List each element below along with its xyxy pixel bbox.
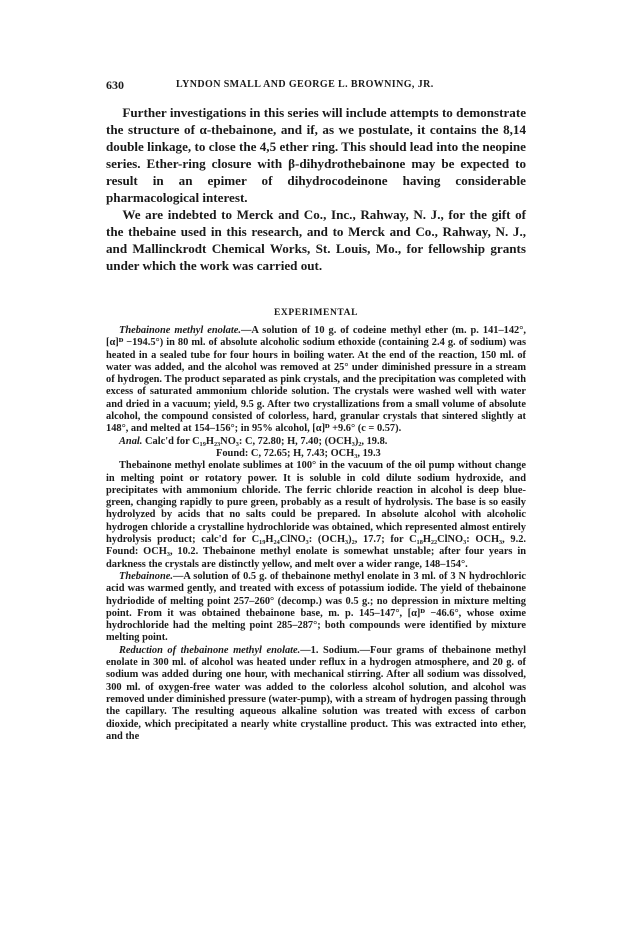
- paragraph-thebainone: [106, 571, 526, 645]
- paragraph-body: —A solution of 0.5 g. of thebainone methyl enolate in 3 ml. of 3 N hydrochloric acid was warmed gently, and treated with excess of potassium iodide. The yield of thebainone hydriodide of melting point 257–260° (decomp.) was 0.5 g.; no depression in mixture melting point. From it was obtained thebainone base, m. p. 145–147°, [α]ᴰ −46.6°, whose oxime hydrochloride had the melting point 285–287°; both compounds were identified by mixture melting point.: [106, 570, 526, 644]
- intro-paragraph-1: Further investigations in this series will include attempts to demonstrate the structure of α-thebainone, and if, as we postulate, it contains the 8,14 double linkage, to close the 4,5 ether ring. This should lead into the neopine series. Ether-ring closure with β-dihydrothebainone may be expected to result in an epimer of dihydrocodeinone having considerable pharmacological interest.: [106, 105, 526, 205]
- intro-paragraph-2: We are indebted to Merck and Co., Inc., Rahway, N. J., for the gift of the thebaine used in this research, and to Merck and Co., Rahway, N. J., and Mallinckrodt Chemical Works, St. Louis, Mo., for fellowship grants under which the work was carried out.: [106, 207, 526, 273]
- paragraph-enolate-properties: Thebainone methyl enolate sublimes at 100° in the vacuum of the oil pump without change in melting point or rotatory power. It is soluble in cold dilute sodium hydroxide, and precipitates with ammonium chloride. The ferric chloride reaction in alcohol is deep blue-green, changing rapidly to pure green, probably as a result of hydrolysis. The base is so easily hydrolyzed by acids that no salts could be prepared. In absolute alcohol with alcoholic hydrogen chloride a crystalline hydrochloride was obtained, which represented almost entirely hydrolysis product; calc'd for C₁₉H₂₄ClNO₃: (OCH₃)₂, 17.7; for C₁₈H₂₂ClNO₃: OCH₃, 9.2. Found: OCH₃, 10.2. Thebainone methyl enolate is somewhat unstable; after four years in darkness the crystals are distinctly yellow, and melt over a wider range, 148–154°.: [106, 460, 526, 570]
- paragraph-title: Thebainone.: [119, 570, 173, 582]
- analysis-values: Calc'd for C₁₉H₂₃NO₃: C, 72.80; H, 7.40; (OCH₃)₂, 19.8.: [145, 435, 388, 447]
- paragraph-title: Reduction of thebainone methyl enolate.: [119, 644, 301, 656]
- paragraph-body: —A solution of 10 g. of codeine methyl ether (m. p. 141–142°, [α]ᴰ −194.5°) in 80 ml. of absolute alcoholic sodium ethoxide (containing 2.4 g. of sodium) was heated in a sealed tube for four hours in boiling water. At the end of the reaction, 150 ml. of water was added, and the alcohol was removed at 25° under diminished pressure in a stream of hydrogen. The product separated as pink crystals, and the precipitation was completed with excess of saturated ammonium chloride solution. The crystals were washed well with water and dried in a vacuum; yield, 9.5 g. After two crystallizations from a small volume of absolute alcohol, the compound consisted of colorless, hard, granular crystals that sintered slightly at 148°, and melted at 154–156°; in 95% alcohol, [α]ᴰ +9.6° (c = 0.57).: [106, 325, 527, 435]
- experimental-section: [106, 325, 526, 743]
- paragraph-title: Thebainone methyl enolate.: [119, 325, 241, 336]
- running-title: LYNDON SMALL AND GEORGE L. BROWNING, JR.: [176, 79, 434, 90]
- found-line: Found: C, 72.65; H, 7.43; OCH₃, 19.3: [216, 447, 381, 459]
- section-heading: EXPERIMENTAL: [273, 308, 359, 318]
- intro-section: [106, 104, 526, 274]
- paragraph-reduction: [106, 645, 526, 743]
- paragraph-body: —1. Sodium.—Four grams of thebainone methyl enolate in 300 ml. of alcohol was heated under reflux in a hydrogen atmosphere, and 20 g. of sodium was added during one hour, with mechanical stirring. After all sodium was dissolved, 300 ml. of oxygen-free water was added to the colorless alcohol solution, and alcohol was removed under diminished pressure (water-pump), with a stream of hydrogen passing through the capillary. The resulting aqueous alkaline solution was treated with excess of carbon dioxide, which precipitated a nearly white crystalline product. This was extracted into ether, and the: [106, 644, 526, 742]
- page-number: 630: [106, 78, 124, 92]
- page-header: [106, 78, 526, 93]
- analysis-line: [106, 436, 526, 448]
- paragraph-methyl-enolate: [106, 325, 526, 436]
- analysis-label: Anal.: [119, 435, 143, 447]
